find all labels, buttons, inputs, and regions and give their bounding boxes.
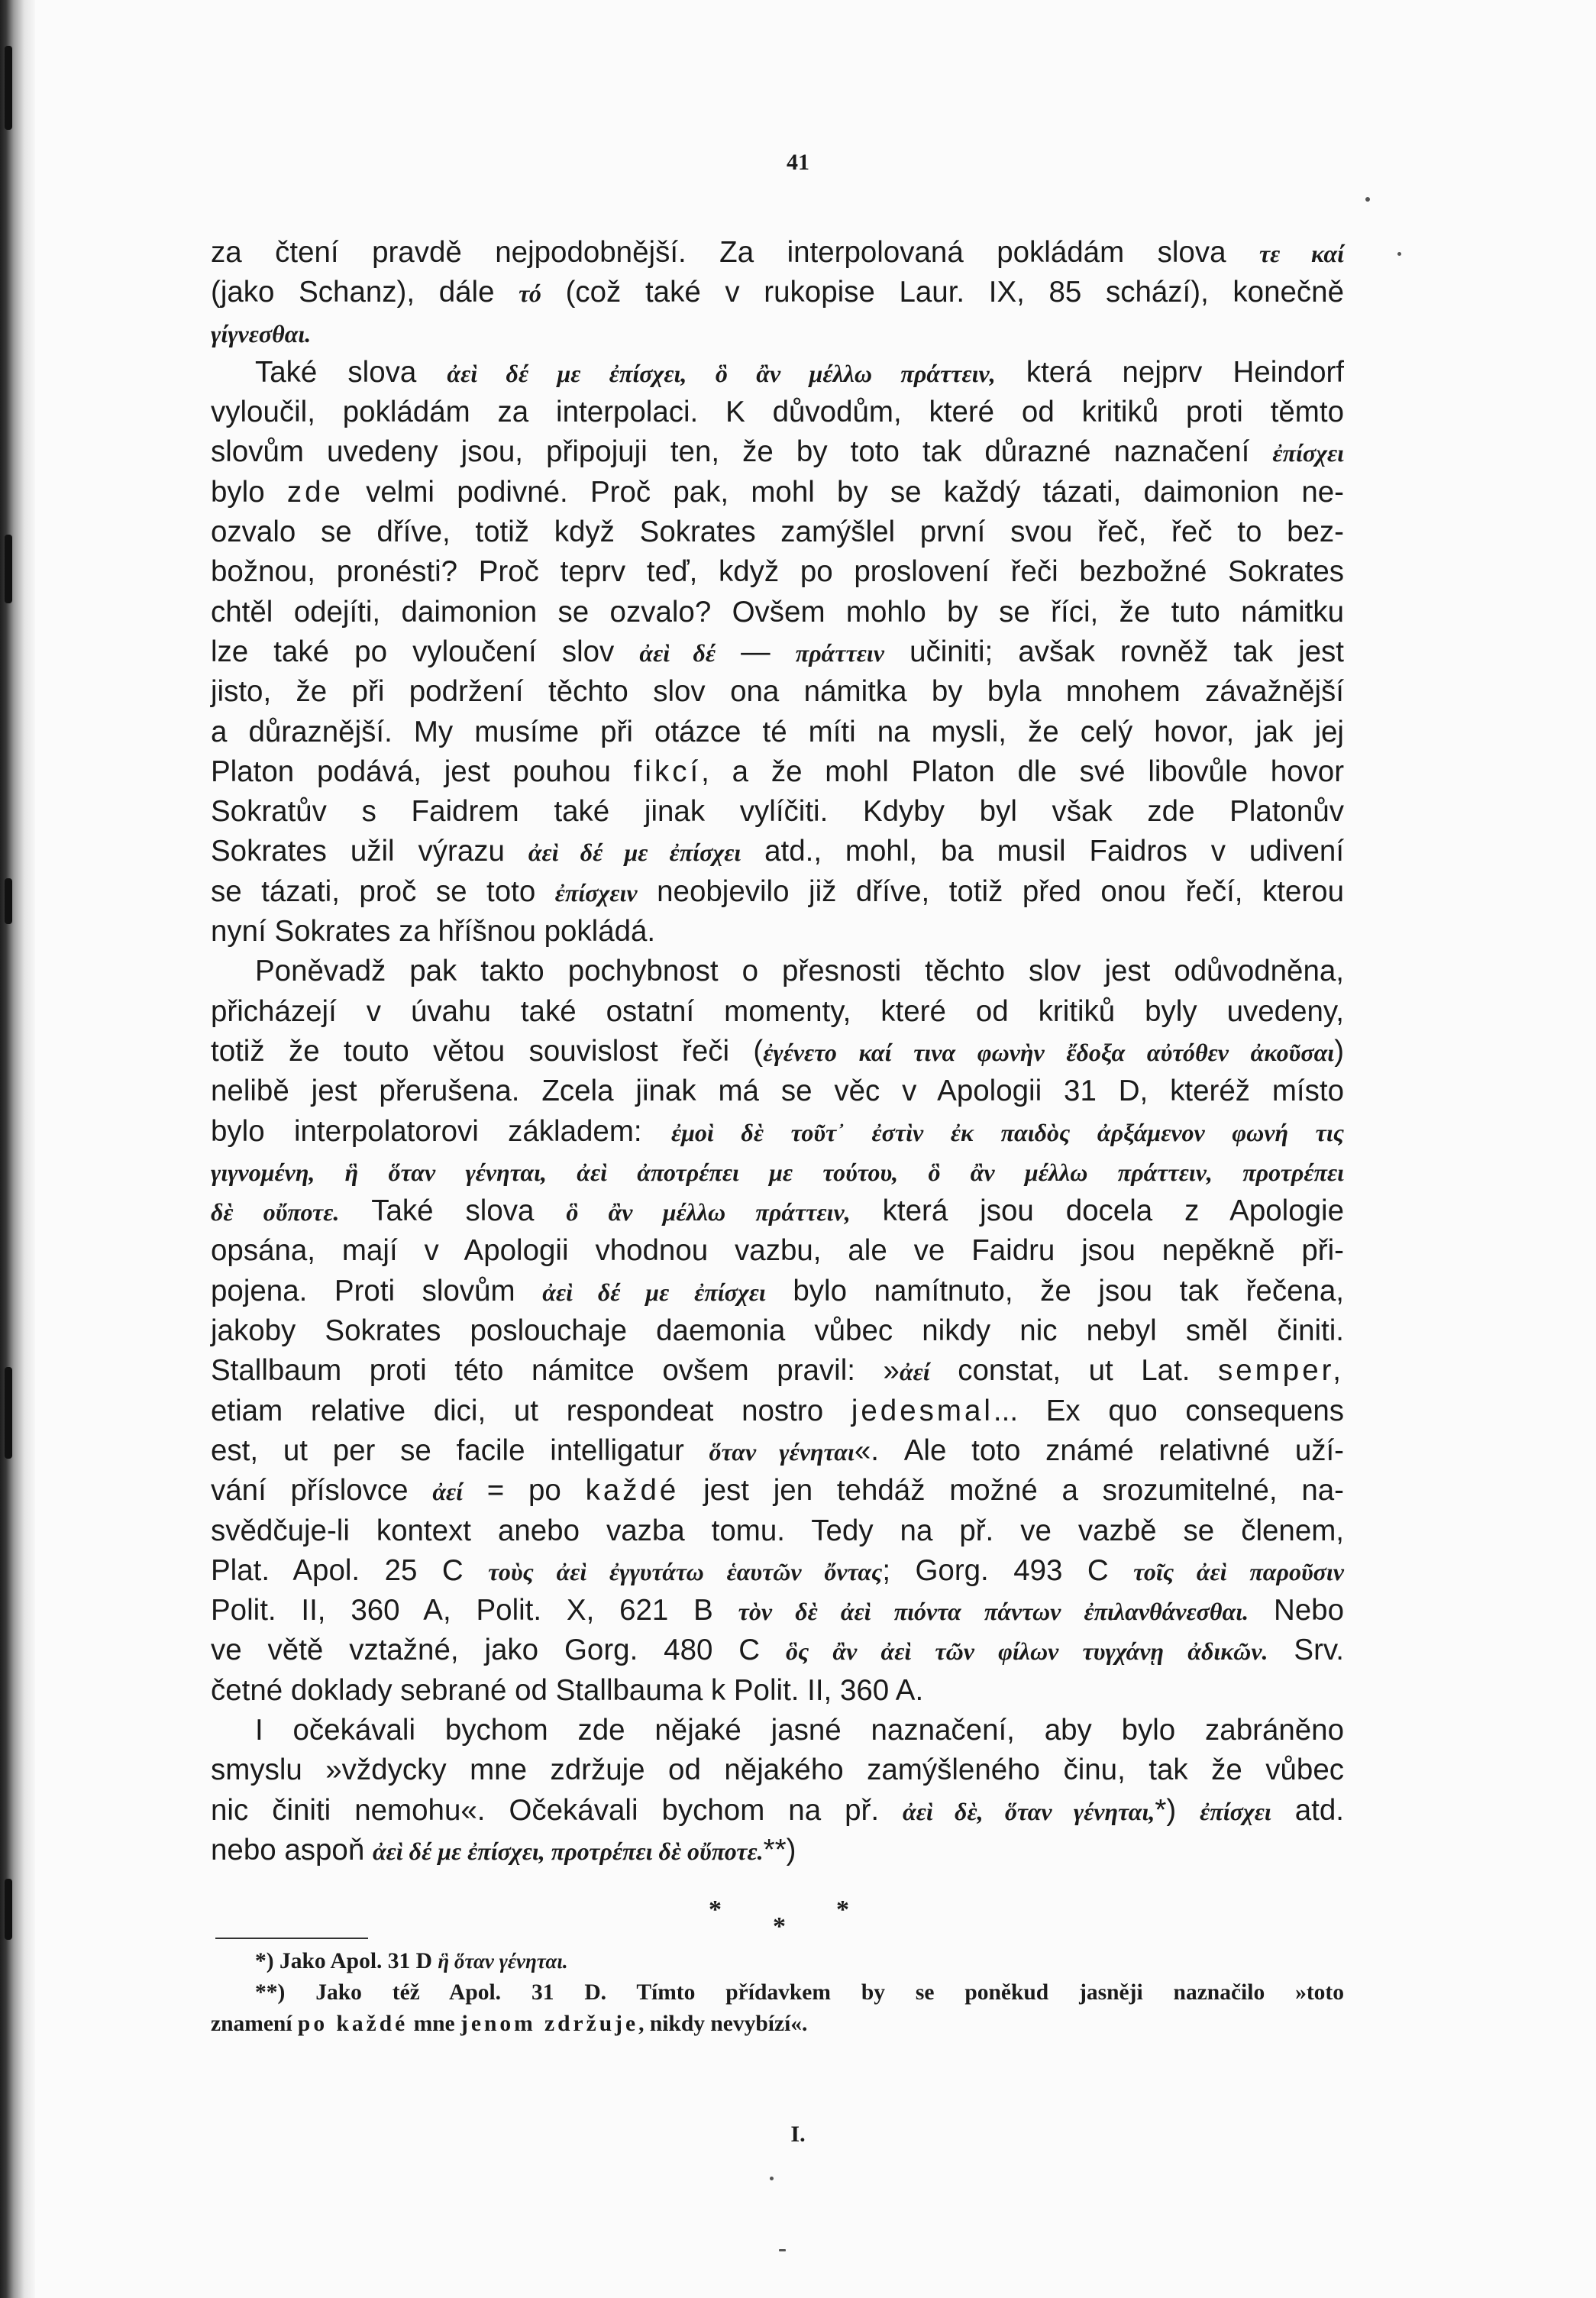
- text-line: [211, 672, 1344, 712]
- text-run: constat, ut Lat.: [929, 1354, 1219, 1388]
- text-run: ... Ex quo consequens: [993, 1394, 1344, 1427]
- text-run: —: [716, 635, 796, 668]
- spaced-emphasis: každé: [585, 1474, 680, 1508]
- separator-star: *: [836, 1896, 849, 1924]
- text-run: atd., mohl, ba musil Faidros v udivení: [741, 835, 1345, 868]
- text-run: nic činiti nemohu«. Očekávali bychom na př.: [211, 1793, 903, 1827]
- greek-quote: ἐπίσχει: [1200, 1797, 1271, 1825]
- text-line: [211, 473, 1344, 512]
- text-line: [211, 1351, 1344, 1391]
- text-run: = po: [463, 1474, 586, 1508]
- spaced-emphasis: semper,: [1218, 1354, 1344, 1388]
- text-line: [211, 713, 1344, 752]
- text-run: *) Jako Apol. 31 D: [255, 1949, 438, 1973]
- text-run: která nejprv Heindorf: [995, 355, 1345, 389]
- spaced-emphasis: jenom zdržuje: [460, 2012, 639, 2036]
- text-line: [211, 1831, 1344, 1870]
- text-run: **): [763, 1833, 796, 1867]
- text-run: Polit. II, 360 A, Polit. X, 621 B: [211, 1594, 738, 1627]
- text-run: bylo: [211, 475, 287, 509]
- text-run: smyslu »vždycky mne zdržuje od nějakého zamýšleného činu, tak že vůbec: [211, 1753, 1344, 1787]
- text-line: [211, 1471, 1344, 1511]
- text-run: znamení: [211, 2012, 298, 2036]
- text-run: jest jen tehdáž možné a srozumitelné, na-: [679, 1474, 1344, 1508]
- text-run: lze také po vyloučení slov: [211, 635, 640, 668]
- text-run: bylo namítnuto, že jsou tak řečena,: [765, 1274, 1345, 1307]
- spaced-emphasis: jedesmal: [851, 1394, 993, 1427]
- text-run: mne: [408, 2012, 461, 2036]
- text-run: , a že mohl Platon dle své libovůle hovor: [701, 755, 1345, 788]
- text-run: Také slova: [255, 355, 447, 389]
- text-run: opsána, mají v Apologii vhodnou vazbu, ale ve Faidru jsou nepěkně při-: [211, 1234, 1344, 1268]
- greek-quote: ἀεὶ δέ με ἐπίσχει: [542, 1278, 766, 1306]
- text-run: nelibě jest přerušena. Zcela jinak má se věc v Apologii 31 D, kteréž místo: [211, 1075, 1344, 1108]
- text-line: [211, 432, 1344, 472]
- footnote-rule: [215, 1938, 368, 1939]
- text-line: [211, 1431, 1344, 1471]
- greek-quote: ἀεὶ δέ: [639, 638, 716, 667]
- greek-quote: ἐμοὶ δὲ τοῦτ᾽ ἐστὶν ἐκ παιδὸς ἀρξάμενον φωνή τις: [670, 1118, 1345, 1146]
- text-line: [211, 1191, 1344, 1231]
- text-run: četné doklady sebrané od Stallbauma k Polit. II, 360 A.: [211, 1673, 924, 1707]
- text-line: [211, 912, 1344, 952]
- text-run: Stallbaum proti této námitce ovšem pravil: »: [211, 1354, 900, 1388]
- text-line: [211, 632, 1344, 672]
- text-line: [211, 1032, 1344, 1071]
- text-run: ve větě vztažné, jako Gorg. 480 C: [211, 1634, 786, 1667]
- section-separator-stars: [0, 1896, 1596, 1941]
- text-line: [211, 233, 1344, 273]
- scan-speck: [770, 2177, 774, 2180]
- greek-quote: τό: [519, 280, 541, 308]
- text-line: [211, 1750, 1344, 1790]
- greek-quote: γιγνομένη, ἣ ὅταν γένηται, ἀεὶ ἀποτρέπει με τούτου, ὃ ἂν μέλλω πράττειν, προτρέπει: [211, 1158, 1344, 1186]
- spaced-emphasis: po každé: [297, 2012, 409, 2036]
- text-run: ozvalo se dříve, totiž když Sokrates zamýšlel první svou řeč, řeč to bez-: [211, 516, 1344, 549]
- text-line: [211, 992, 1344, 1032]
- greek-quote: τοῖς ἀεὶ παροῦσιν: [1133, 1557, 1344, 1585]
- signature-mark: I.: [790, 2122, 806, 2147]
- text-run: přicházejí v úvahu také ostatní momenty, které od kritiků byly uvedeny,: [211, 994, 1344, 1028]
- text-run: Poněvadž pak takto pochybnost o přesnosti těchto slov jest odůvodněna,: [255, 955, 1344, 988]
- text-run: (jako Schanz), dále: [211, 276, 519, 309]
- greek-quote: πράττειν: [795, 638, 884, 667]
- text-line: [211, 872, 1344, 912]
- text-line: [211, 952, 1344, 991]
- footnotes: [211, 1946, 1344, 2040]
- greek-quote: ὅταν γένηται: [709, 1437, 855, 1466]
- scan-gutter-mark: [5, 878, 12, 924]
- text-run: a důraznější. My musíme při otázce té míti na mysli, že celý hovor, jak jej: [211, 715, 1344, 748]
- text-run: božnou, pronésti? Proč teprv teď, když po proslovení řeči bezbožné Sokrates: [211, 555, 1344, 589]
- separator-star: *: [773, 1912, 786, 1941]
- text-run: Také slova: [339, 1194, 567, 1228]
- text-line: [211, 1311, 1344, 1351]
- text-run: bylo interpolatorovi základem:: [211, 1114, 671, 1148]
- text-line: [211, 752, 1344, 792]
- footnote-line: [211, 1946, 1344, 1977]
- greek-quote: γίγνεσθαι.: [211, 319, 312, 347]
- text-run: Plat. Apol. 25 C: [211, 1553, 489, 1587]
- text-line: [211, 1152, 1344, 1191]
- text-run: (což také v rukopise Laur. IX, 85 schází), konečně: [541, 276, 1344, 309]
- greek-quote: τὸν δὲ ἀεὶ πιόντα πάντων ἐπιλανθάνεσθαι.: [738, 1598, 1249, 1626]
- body-text: [211, 233, 1344, 1870]
- text-run: velmi podivné. Proč pak, mohl by se každý tázati, daimonion ne-: [343, 475, 1344, 509]
- text-run: est, ut per se facile intelligatur: [211, 1433, 709, 1467]
- text-line: [211, 832, 1344, 871]
- greek-quote: ἀεὶ δέ με ἐπίσχει, ὃ ἂν μέλλω πράττειν,: [447, 359, 996, 387]
- text-line: [211, 1112, 1344, 1152]
- text-run: «. Ale toto známé relativné uží-: [854, 1433, 1344, 1467]
- text-run: pojena. Proti slovům: [211, 1274, 543, 1307]
- scan-speck: [779, 2249, 786, 2251]
- text-line: [211, 1231, 1344, 1271]
- text-run: Platon podává, jest pouhou: [211, 755, 634, 788]
- text-run: *): [1155, 1793, 1200, 1827]
- text-run: neobjevilo již dříve, totiž před onou řečí, kterou: [637, 874, 1344, 908]
- scan-gutter-mark: [5, 535, 12, 603]
- text-line: [211, 1551, 1344, 1591]
- scan-gutter-shadow: [0, 0, 35, 2298]
- text-line: [211, 512, 1344, 552]
- text-run: jisto, že při podržení těchto slov ona námitka by byla mnohem závažnější: [211, 675, 1344, 709]
- greek-quote: ἣ ὅταν γένηται.: [438, 1950, 568, 1973]
- text-run: nebo aspoň: [211, 1833, 373, 1867]
- text-run: ): [1334, 1034, 1345, 1068]
- text-run: **) Jako též Apol. 31 D. Tímto přídavkem by se poněkud jasněji naznačilo »toto: [255, 1980, 1344, 2005]
- text-run: která jsou docela z Apologie: [850, 1194, 1345, 1228]
- text-run: totiž že touto větou souvislost řeči (: [211, 1034, 764, 1068]
- text-run: atd.: [1271, 1793, 1344, 1827]
- greek-quote: ὃ ἂν μέλλω πράττειν,: [566, 1198, 851, 1227]
- page-number: 41: [787, 150, 809, 175]
- text-line: [211, 552, 1344, 592]
- text-run: jakoby Sokrates poslouchaje daemonia vůbec nikdy nic nebyl směl činiti.: [211, 1314, 1344, 1348]
- greek-quote: ἀεί: [432, 1478, 464, 1506]
- text-line: [211, 1511, 1344, 1551]
- text-run: vání příslovce: [211, 1474, 433, 1508]
- text-run: svědčuje-li kontext anebo vazba tomu. Tedy na př. ve vazbě se členem,: [211, 1514, 1344, 1547]
- separator-star: *: [709, 1896, 722, 1924]
- text-run: Sokrates užil výrazu: [211, 835, 528, 868]
- text-line: [211, 1791, 1344, 1831]
- text-run: chtěl odejíti, daimonion se ozvalo? Ovšem mohlo by se říci, že tuto námitku: [211, 595, 1344, 629]
- text-run: Srv.: [1268, 1634, 1345, 1667]
- text-line: [211, 273, 1344, 312]
- scan-gutter-mark: [5, 1367, 12, 1459]
- greek-quote: ἐπίσχει: [1272, 439, 1344, 467]
- spaced-emphasis: fikcí: [633, 755, 702, 788]
- text-run: slovům uvedeny jsou, připojuji ten, že by toto tak důrazné naznačení: [211, 435, 1273, 469]
- greek-quote: ἀεὶ δὲ, ὅταν γένηται,: [903, 1797, 1155, 1825]
- greek-quote: τοὺς ἀεὶ ἐγγυτάτω ἑαυτῶν ὄντας: [488, 1557, 883, 1585]
- text-line: [211, 313, 1344, 353]
- text-run: , nikdy nevybízí«.: [638, 2012, 808, 2036]
- greek-quote: ἐπίσχειν: [554, 878, 638, 907]
- text-run: učiniti; avšak rovněž tak jest: [884, 635, 1344, 668]
- text-run: Sokratův s Faidrem také jinak vylíčiti. Kdyby byl však zde Platonův: [211, 795, 1344, 829]
- footnote-line: [211, 2009, 1344, 2040]
- text-run: nyní Sokrates za hříšnou pokládá.: [211, 915, 656, 949]
- greek-quote: τε καί: [1258, 240, 1344, 267]
- text-line: [211, 1671, 1344, 1711]
- scan-gutter-mark: [5, 46, 12, 130]
- text-run: vyloučil, pokládám za interpolaci. K důvodům, které od kritiků proti těmto: [211, 396, 1344, 429]
- greek-quote: ἀεὶ δέ με ἐπίσχει, προτρέπει δὲ οὔποτε.: [372, 1837, 764, 1865]
- greek-quote: ἀεί: [899, 1358, 930, 1386]
- footnote-line: [211, 1977, 1344, 2009]
- text-line: [211, 593, 1344, 632]
- text-line: [211, 1591, 1344, 1631]
- greek-quote: δὲ οὔποτε.: [211, 1198, 340, 1227]
- greek-quote: ἀεὶ δέ με ἐπίσχει: [528, 839, 741, 867]
- text-line: [211, 1631, 1344, 1670]
- text-line: [211, 1272, 1344, 1311]
- text-line: [211, 1711, 1344, 1750]
- text-line: [211, 353, 1344, 393]
- greek-quote: ἐγένετο καί τινα φωνὴν ἔδοξα αὐτόθεν ἀκοῦσαι: [763, 1038, 1335, 1066]
- text-run: etiam relative dici, ut respondeat nostro: [211, 1394, 851, 1427]
- scan-speck: [1365, 197, 1370, 202]
- text-line: [211, 1071, 1344, 1111]
- spaced-emphasis: zde: [286, 475, 344, 509]
- text-run: za čtení pravdě nejpodobnější. Za interpolovaná pokládám slova: [211, 236, 1259, 269]
- text-line: [211, 792, 1344, 832]
- scan-speck: [1397, 252, 1401, 256]
- text-line: [211, 1391, 1344, 1431]
- text-line: [211, 393, 1344, 432]
- greek-quote: ὃς ἂν ἀεὶ τῶν φίλων τυγχάνῃ ἀδικῶν.: [785, 1637, 1268, 1666]
- text-run: Nebo: [1249, 1594, 1345, 1627]
- text-run: se tázati, proč se toto: [211, 874, 555, 908]
- text-run: ; Gorg. 493 C: [882, 1553, 1134, 1587]
- text-run: I očekávali bychom zde nějaké jasné naznačení, aby bylo zabráněno: [255, 1713, 1344, 1747]
